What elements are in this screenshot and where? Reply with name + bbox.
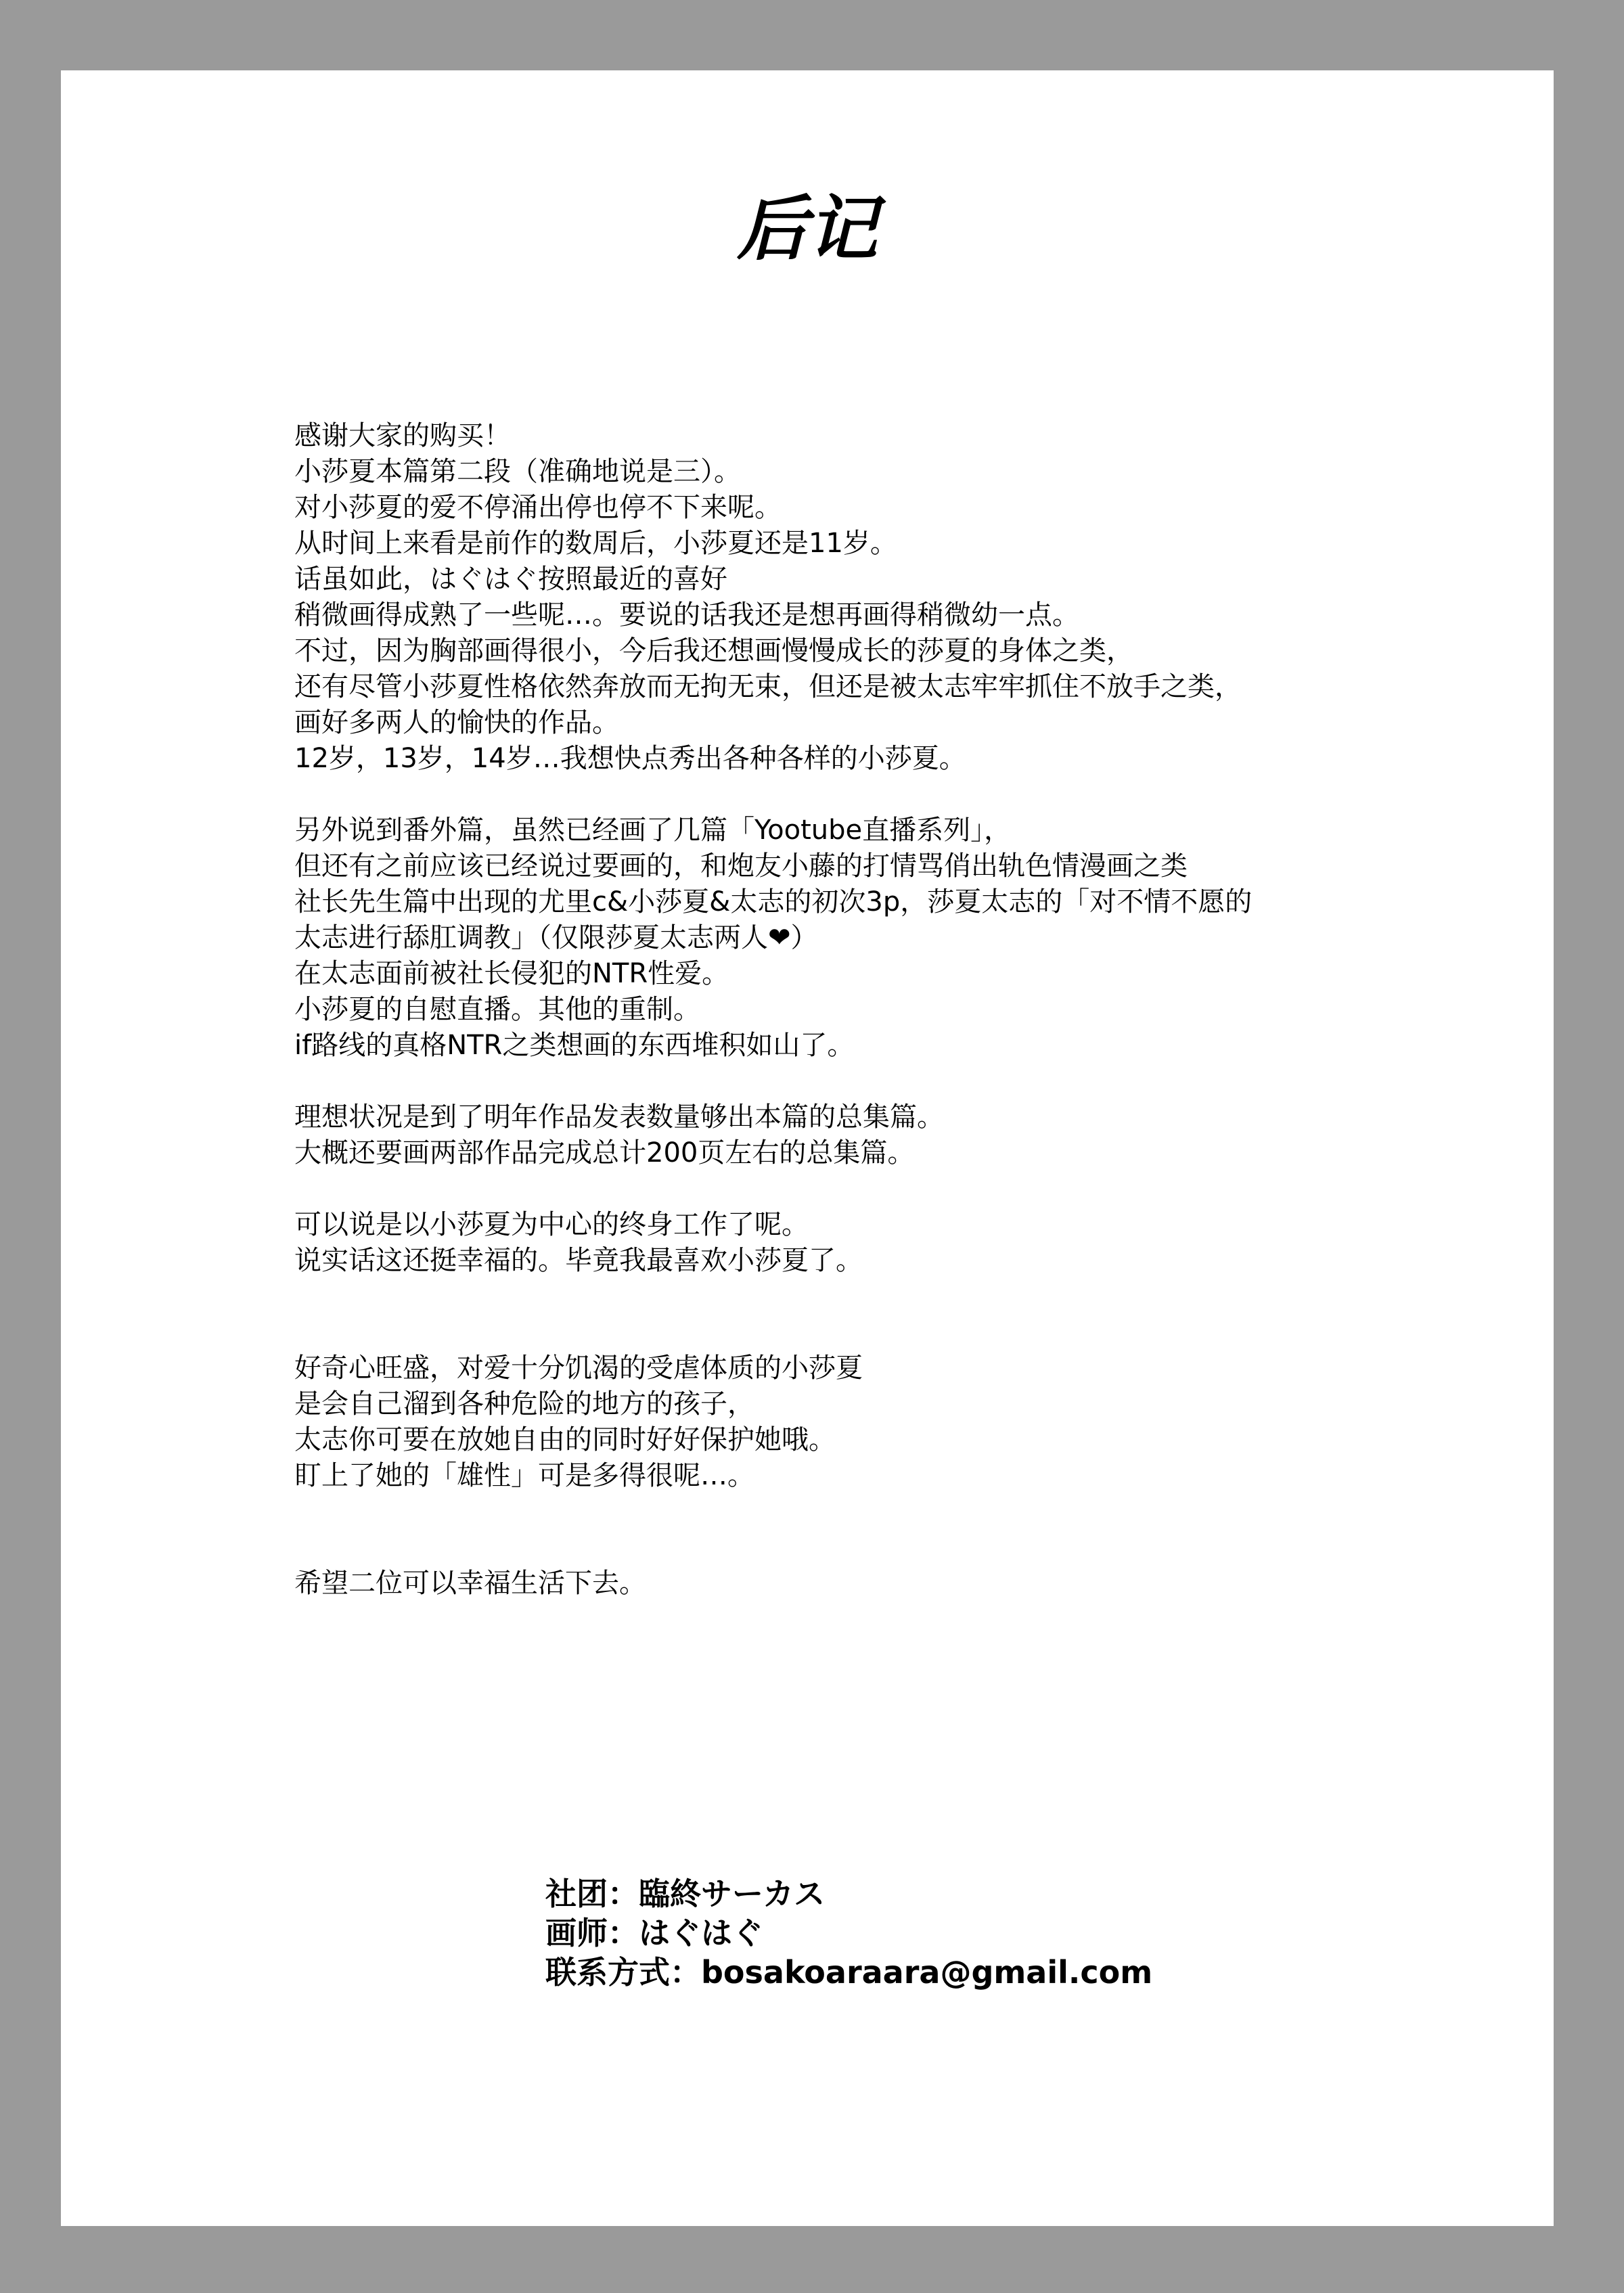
credit-contact: 联系方式：bosakoaraara@gmail.com xyxy=(545,1954,1153,1991)
text-line: 理想状况是到了明年作品发表数量够出本篇的总集篇。 xyxy=(294,1102,944,1133)
text-line: 在太志面前被社长侵犯的NTR性爱。 xyxy=(294,958,729,989)
text-line: 感谢大家的购买！ xyxy=(294,420,511,451)
text-line: 从时间上来看是前作的数周后，小莎夏还是11岁。 xyxy=(294,528,897,559)
text-line: 另外说到番外篇，虽然已经画了几篇「Yootube直播系列」， xyxy=(294,815,1012,846)
credits-block xyxy=(545,1874,1152,1992)
text-line: 大概还要画两部作品完成总计200页左右的总集篇。 xyxy=(294,1137,915,1168)
text-line: 12岁，13岁，14岁…我想快点秀出各种各样的小莎夏。 xyxy=(294,743,966,774)
paragraph-closing xyxy=(294,1566,1512,1602)
text-line: 但还有之前应该已经说过要画的，和炮友小藤的打情骂俏出轨色情漫画之类 xyxy=(294,850,1188,882)
text-line: if路线的真格NTR之类想画的东西堆积如山了。 xyxy=(294,1030,855,1061)
text-line: 社长先生篇中出现的尤里c&小莎夏&太志的初次3p，莎夏太志的「对不情不愿的 xyxy=(294,886,1253,917)
text-line: 希望二位可以幸福生活下去。 xyxy=(294,1568,646,1599)
text-line: 不过，因为胸部画得很小，今后我还想画慢慢成长的莎夏的身体之类， xyxy=(294,635,1133,666)
afterword-page xyxy=(61,70,1554,2226)
text-line: 太志进行舔肛调教」（仅限莎夏太志两人❤） xyxy=(294,922,818,953)
text-line: 话虽如此，はぐはぐ按照最近的喜好 xyxy=(294,564,727,595)
text-line: 小莎夏的自慰直播。其他的重制。 xyxy=(294,994,700,1025)
credit-circle: 社团：臨終サーカス xyxy=(545,1876,826,1912)
text-line: 还有尽管小莎夏性格依然奔放而无拘无束，但还是被太志牢牢抓住不放手之类， xyxy=(294,671,1242,702)
paragraph-extras xyxy=(294,813,1512,1064)
page-title: 后记 xyxy=(736,187,878,270)
text-line: 盯上了她的「雄性」可是多得很呢…。 xyxy=(294,1460,754,1491)
text-line: 说实话这还挺幸福的。毕竟我最喜欢小莎夏了。 xyxy=(294,1245,863,1276)
paragraph-thanks xyxy=(294,418,1512,777)
text-line: 对小莎夏的爱不停涌出停也停不下来呢。 xyxy=(294,492,782,523)
credit-artist: 画师：はぐはぐ xyxy=(545,1915,763,1951)
text-line: 可以说是以小莎夏为中心的终身工作了呢。 xyxy=(294,1209,809,1240)
text-line: 小莎夏本篇第二段（准确地说是三）。 xyxy=(294,456,741,487)
text-line: 画好多两人的愉快的作品。 xyxy=(294,707,619,738)
text-line: 好奇心旺盛，对爱十分饥渴的受虐体质的小莎夏 xyxy=(294,1353,863,1384)
text-line: 是会自己溜到各种危险的地方的孩子， xyxy=(294,1388,754,1420)
afterword-body xyxy=(294,418,1512,1602)
text-line: 太志你可要在放她自由的同时好好保护她哦。 xyxy=(294,1424,836,1455)
paragraph-lifework xyxy=(294,1207,1512,1279)
paragraph-character xyxy=(294,1350,1512,1494)
paragraph-plans xyxy=(294,1099,1512,1171)
text-line: 稍微画得成熟了一些呢…。要说的话我还是想再画得稍微幼一点。 xyxy=(294,599,1079,631)
